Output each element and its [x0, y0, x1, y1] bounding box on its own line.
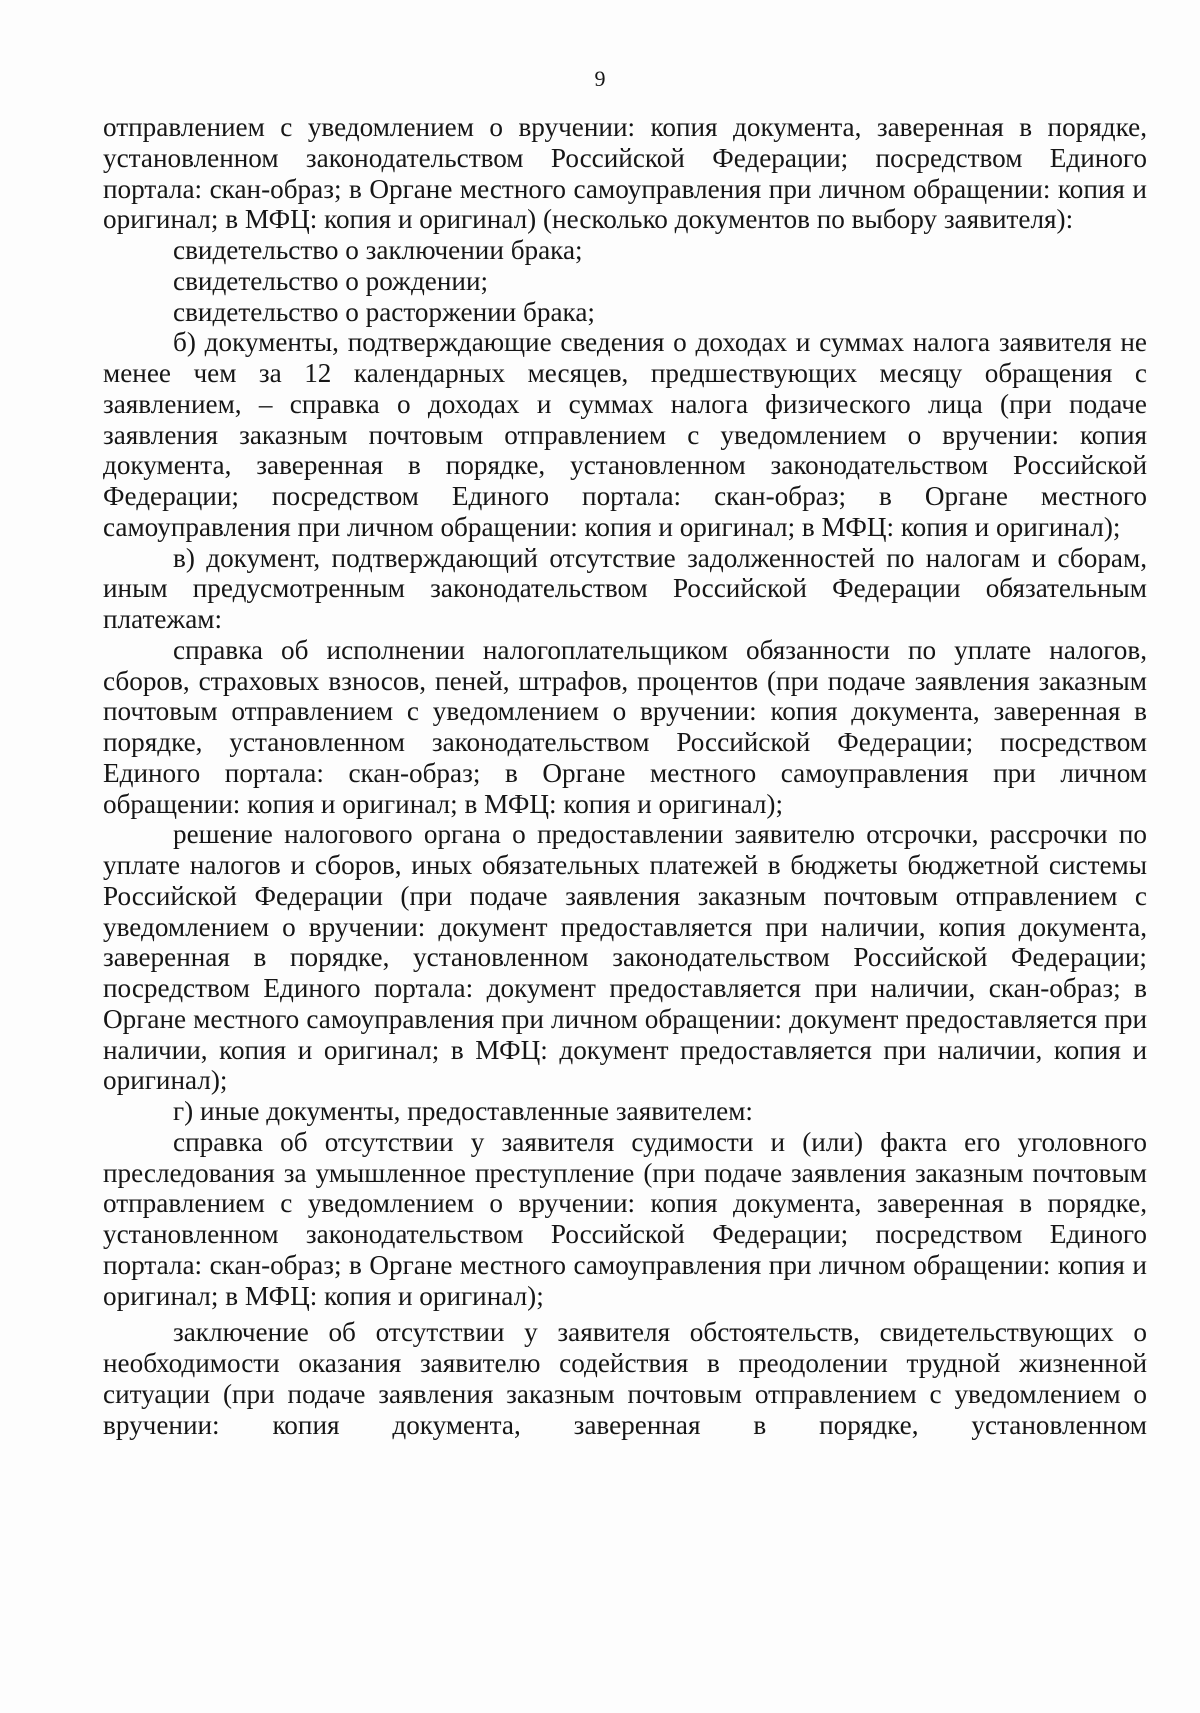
page-number: 9	[594, 66, 606, 91]
paragraph-tax-obligation-certificate: справка об исполнении налогоплательщиком обязанности по уплате налогов, сборов, страховых взносов, пеней, штрафов, процентов (при подаче заявления заказным почтовым отправлением с уведомлением о вручении: копия документа, заверенная в порядке, установленном законодательством Российской Федерации; посредством Единого портала: скан-образ; в Органе местного самоуправления при личном обращении: копия и оригинал; в МФЦ: копия и оригинал);	[103, 634, 1147, 819]
paragraph-no-criminal-record: справка об отсутствии у заявителя судимости и (или) факта его уголовного преследования за умышленное преступление (при подаче заявления заказным почтовым отправлением с уведомлением о вручении: копия документа, заверенная в порядке, установленном законодательством Российской Федерации; посредством Единого портала: скан-образ; в Органе местного самоуправления при личном обращении: копия и оригинал; в МФЦ: копия и оригинал);	[103, 1126, 1147, 1311]
list-item-divorce-certificate: свидетельство о расторжении брака;	[173, 296, 595, 327]
list-item-birth-certificate: свидетельство о рождении;	[173, 265, 489, 296]
document-body	[103, 112, 1147, 1440]
paragraph-difficult-situation-conclusion: заключение об отсутствии у заявителя обстоятельств, свидетельствующих о необходимости оказания заявителю содействия в преодолении трудной жизненной ситуации (при подаче заявления заказным почтовым отправлением с уведомлением о вручении: копия документа, заверенная в порядке, установленном	[103, 1317, 1147, 1440]
paragraph-no-debt-document: в) документ, подтверждающий отсутствие задолженностей по налогам и сборам, иным предусмотренным законодательством Российской Федерации обязательным платежам:	[103, 542, 1147, 634]
paragraph-income-documents: б) документы, подтверждающие сведения о доходах и суммах налога заявителя не менее чем за 12 календарных месяцев, предшествующих месяцу обращения с заявлением, – справка о доходах и суммах налога физического лица (при подаче заявления заказным почтовым отправлением с уведомлением о вручении: копия документа, заверенная в порядке, установленном законодательством Российской Федерации; посредством Единого портала: скан-образ; в Органе местного самоуправления при личном обращении: копия и оригинал; в МФЦ: копия и оригинал);	[103, 327, 1147, 542]
paragraph-other-documents: г) иные документы, предоставленные заявителем:	[173, 1096, 753, 1126]
list-item-marriage-certificate: свидетельство о заключении брака;	[173, 235, 583, 265]
paragraph-continuation: отправлением с уведомлением о вручении: копия документа, заверенная в порядке, установленном законодательством Российской Федерации; посредством Единого портала: скан-образ; в Органе местного самоуправления при личном обращении: копия и оригинал; в МФЦ: копия и оригинал) (несколько документов по выбору заявителя):	[103, 112, 1147, 235]
paragraph-tax-deferral-decision: решение налогового органа о предоставлении заявителю отсрочки, рассрочки по уплате налогов и сборов, иных обязательных платежей в бюджеты бюджетной системы Российской Федерации (при подаче заявления заказным почтовым отправлением с уведомлением о вручении: документ предоставляется при наличии, копия документа, заверенная в порядке, установленном законодательством Российской Федерации; посредством Единого портала: документ предоставляется при наличии, скан-образ; в Органе местного самоуправления при личном обращении: документ предоставляется при наличии, копия и оригинал; в МФЦ: документ предоставляется при наличии, копия и оригинал);	[103, 819, 1147, 1096]
